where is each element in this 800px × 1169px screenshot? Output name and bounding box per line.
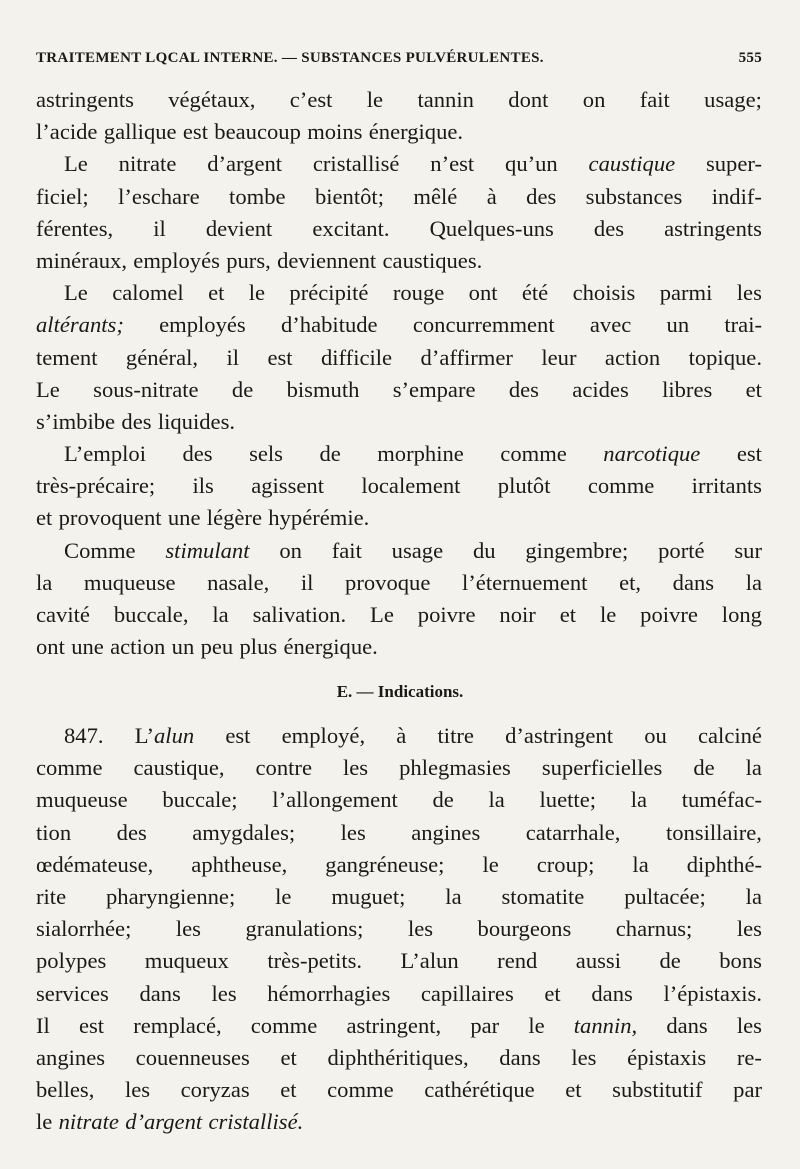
word: à bbox=[486, 183, 497, 209]
word: dans bbox=[499, 1044, 541, 1070]
word: par bbox=[733, 1077, 762, 1103]
word: astringents bbox=[36, 87, 134, 112]
word: rend bbox=[497, 948, 538, 974]
word: la bbox=[630, 787, 648, 813]
word: les bbox=[124, 1077, 151, 1103]
word: l’eschare bbox=[118, 183, 200, 209]
text-line bbox=[36, 913, 762, 945]
word: provoque bbox=[345, 569, 431, 595]
word: férentes, bbox=[36, 215, 114, 241]
word: gangréneuse; bbox=[325, 851, 445, 877]
word: topique. bbox=[688, 344, 762, 370]
word: narcotique bbox=[603, 441, 701, 467]
text-line bbox=[36, 1074, 762, 1106]
word: tannin bbox=[417, 87, 474, 112]
word: comme bbox=[587, 473, 655, 499]
word: beaucoup bbox=[214, 119, 301, 145]
word: cavité bbox=[36, 602, 90, 627]
text-line bbox=[36, 245, 762, 277]
word: localement bbox=[361, 473, 461, 499]
text-line bbox=[36, 631, 762, 663]
text-line bbox=[36, 438, 762, 470]
word: végétaux, bbox=[168, 87, 256, 112]
word: comme bbox=[500, 441, 567, 467]
word: nasale, bbox=[207, 569, 270, 595]
text-line bbox=[36, 849, 762, 881]
word: le bbox=[275, 883, 292, 909]
word: action bbox=[110, 634, 166, 660]
word: et bbox=[745, 376, 762, 402]
word: caustique bbox=[588, 151, 676, 177]
word: le bbox=[482, 851, 499, 877]
word: granulations; bbox=[245, 916, 364, 942]
word: long bbox=[721, 602, 762, 627]
word: aussi bbox=[575, 948, 621, 974]
word: tannin, bbox=[573, 1012, 638, 1038]
word: est bbox=[267, 344, 293, 370]
word: muqueuse bbox=[83, 569, 176, 595]
word: libres bbox=[662, 376, 713, 402]
word: avec bbox=[589, 312, 632, 338]
word: contre bbox=[255, 755, 312, 781]
word: les bbox=[736, 1012, 762, 1038]
word: c’est bbox=[289, 87, 333, 112]
word: action bbox=[604, 344, 661, 370]
word: bientôt; bbox=[314, 183, 384, 209]
word: Il bbox=[36, 1012, 50, 1038]
word: gallique bbox=[103, 119, 177, 145]
text-line bbox=[36, 720, 762, 752]
word: employés bbox=[159, 312, 246, 338]
text-line bbox=[36, 116, 762, 148]
word: sialorrhée; bbox=[36, 916, 132, 942]
word: très-petits. bbox=[267, 948, 363, 974]
text-line bbox=[36, 1106, 762, 1138]
word: superficielles bbox=[541, 755, 663, 781]
word: la bbox=[745, 755, 762, 781]
word: ils bbox=[192, 473, 214, 499]
word: s’empare bbox=[392, 376, 476, 402]
word: bourgeons bbox=[477, 916, 572, 942]
word: on bbox=[279, 537, 302, 563]
word: d’argent bbox=[207, 151, 283, 177]
word: tement bbox=[36, 344, 98, 370]
word: énergique. bbox=[283, 634, 378, 660]
word: est bbox=[225, 723, 251, 748]
word: les bbox=[343, 755, 369, 781]
word: Comme bbox=[64, 537, 136, 563]
word: des bbox=[182, 441, 213, 467]
word: sous-nitrate bbox=[93, 376, 199, 402]
word: on bbox=[582, 87, 606, 112]
word: une bbox=[167, 505, 201, 531]
word: stimulant bbox=[165, 537, 250, 563]
word: gingembre; bbox=[525, 537, 629, 563]
word: altérants; bbox=[36, 312, 124, 338]
word: de bbox=[659, 948, 681, 974]
word: dont bbox=[508, 87, 549, 112]
word: l’éternuement bbox=[462, 569, 588, 595]
word: luette; bbox=[539, 787, 596, 813]
word: et bbox=[559, 602, 577, 627]
word: muguet; bbox=[331, 883, 406, 909]
word: le bbox=[528, 1012, 545, 1038]
word: il bbox=[226, 344, 240, 370]
word: et bbox=[36, 505, 53, 531]
text-line bbox=[36, 1042, 762, 1074]
word: la bbox=[445, 883, 462, 909]
word: des bbox=[121, 408, 152, 434]
word: re- bbox=[736, 1044, 762, 1070]
word: minéraux, bbox=[36, 247, 127, 273]
word: les bbox=[340, 819, 366, 845]
word: par bbox=[470, 1012, 500, 1038]
word: L’alun bbox=[400, 948, 459, 974]
word: de bbox=[319, 441, 341, 467]
word: la bbox=[745, 569, 762, 595]
word: il bbox=[300, 569, 314, 595]
section-heading: E. — Indications. bbox=[336, 682, 464, 701]
text-line bbox=[36, 784, 762, 816]
text-line bbox=[36, 599, 762, 631]
word: des bbox=[526, 183, 557, 209]
word: calciné bbox=[697, 723, 762, 748]
word: la bbox=[632, 851, 649, 877]
word: trai- bbox=[724, 312, 762, 338]
word: morphine bbox=[377, 441, 464, 467]
word: hémorrhagies bbox=[267, 980, 391, 1006]
word: et bbox=[208, 280, 225, 306]
word: le bbox=[36, 1109, 53, 1135]
word: qu’un bbox=[505, 151, 558, 177]
word: belles, bbox=[36, 1077, 95, 1103]
text-line bbox=[36, 752, 762, 784]
word: super- bbox=[705, 151, 762, 177]
word: tonsillaire, bbox=[665, 819, 762, 845]
word: et bbox=[565, 1077, 582, 1103]
word: des bbox=[593, 215, 625, 241]
text-line bbox=[36, 309, 762, 341]
word: muqueux bbox=[144, 948, 229, 974]
word: poivre bbox=[640, 602, 698, 627]
word: catarrhale, bbox=[525, 819, 621, 845]
word: indif- bbox=[711, 183, 762, 209]
word: tuméfac- bbox=[681, 787, 762, 813]
word: deviennent bbox=[277, 247, 377, 273]
word: est bbox=[182, 119, 208, 145]
word: l’allongement bbox=[272, 787, 398, 813]
word: des bbox=[116, 819, 147, 845]
word: Le bbox=[64, 151, 88, 177]
page-number: 555 bbox=[738, 50, 762, 66]
word: pharyngienne; bbox=[106, 883, 236, 909]
word: ou bbox=[644, 723, 667, 748]
word: devient bbox=[205, 215, 273, 241]
word: acides bbox=[572, 376, 629, 402]
word: de bbox=[231, 376, 254, 402]
text-line bbox=[36, 181, 762, 213]
word: comme bbox=[36, 755, 103, 781]
word: des bbox=[508, 376, 539, 402]
body-text-block-2 bbox=[36, 720, 762, 1138]
word: charnus; bbox=[615, 916, 693, 942]
word: sels bbox=[249, 441, 283, 467]
word: les bbox=[571, 1044, 597, 1070]
word: calomel bbox=[112, 280, 184, 306]
word: noir bbox=[499, 602, 536, 627]
word: un bbox=[666, 312, 690, 338]
word: caustique, bbox=[133, 755, 225, 781]
word: les bbox=[211, 980, 237, 1006]
word: employés bbox=[133, 247, 220, 273]
word: 847. bbox=[64, 723, 104, 748]
word: astringent, bbox=[346, 1012, 442, 1038]
word: usage; bbox=[704, 87, 762, 112]
word: bons bbox=[719, 948, 762, 974]
word: agissent bbox=[251, 473, 324, 499]
word: remplacé, bbox=[133, 1012, 222, 1038]
text-line bbox=[36, 277, 762, 309]
word: dans bbox=[591, 980, 633, 1006]
word: caustiques. bbox=[382, 247, 483, 273]
word: une bbox=[71, 634, 104, 660]
word: tombe bbox=[229, 183, 286, 209]
word: bismuth bbox=[286, 376, 360, 402]
word: de bbox=[693, 755, 715, 781]
word: substitutif bbox=[612, 1077, 703, 1103]
word: irritants bbox=[691, 473, 762, 499]
text-line bbox=[36, 374, 762, 406]
text-line bbox=[36, 84, 762, 116]
word: aphtheuse, bbox=[191, 851, 288, 877]
word: énergique. bbox=[368, 119, 464, 145]
word: salivation. bbox=[252, 602, 347, 627]
word: et bbox=[544, 980, 561, 1006]
word: poivre bbox=[417, 602, 476, 627]
word: dans bbox=[666, 1012, 708, 1038]
word: choisis bbox=[572, 280, 636, 306]
word: d’astringent bbox=[505, 723, 614, 748]
word: liquides. bbox=[157, 408, 236, 434]
word: mêlé bbox=[413, 183, 458, 209]
word: ont bbox=[36, 634, 65, 660]
word: titre bbox=[437, 723, 474, 748]
word: leur bbox=[541, 344, 577, 370]
word: porté bbox=[658, 537, 705, 563]
word: et bbox=[280, 1044, 297, 1070]
word: d’affirmer bbox=[420, 344, 513, 370]
word: été bbox=[521, 280, 549, 306]
word: d’argent bbox=[125, 1109, 203, 1135]
word: angines bbox=[411, 819, 481, 845]
text-line bbox=[36, 148, 762, 180]
word: employé, bbox=[281, 723, 366, 748]
word: dans bbox=[139, 980, 181, 1006]
word: le bbox=[599, 602, 617, 627]
word: stomatite bbox=[501, 883, 585, 909]
word: diphthé- bbox=[686, 851, 762, 877]
word: buccale; bbox=[162, 787, 238, 813]
word: comme bbox=[250, 1012, 318, 1038]
word: capillaires bbox=[420, 980, 514, 1006]
word: tion bbox=[36, 819, 72, 845]
word: plus bbox=[239, 634, 278, 660]
word: amygdales; bbox=[192, 819, 296, 845]
word: muqueuse bbox=[36, 787, 128, 813]
word: d’habitude bbox=[280, 312, 378, 338]
running-header bbox=[36, 50, 762, 76]
word: buccale, bbox=[113, 602, 189, 627]
word: parmi bbox=[659, 280, 713, 306]
text-line bbox=[36, 213, 762, 245]
word: épistaxis bbox=[627, 1044, 707, 1070]
word: rouge bbox=[392, 280, 445, 306]
word: fait bbox=[639, 87, 670, 112]
word: couenneuses bbox=[135, 1044, 250, 1070]
text-line bbox=[36, 881, 762, 913]
word: cristallisé bbox=[312, 151, 400, 177]
word: substances bbox=[585, 183, 683, 209]
word: et bbox=[280, 1077, 297, 1103]
word: Le bbox=[36, 376, 60, 402]
word: services bbox=[36, 980, 109, 1006]
word: les bbox=[736, 916, 762, 942]
word: provoquent bbox=[58, 505, 162, 531]
word: n’est bbox=[430, 151, 475, 177]
text-line bbox=[36, 567, 762, 599]
text-line bbox=[36, 945, 762, 977]
word: un bbox=[171, 634, 195, 660]
word: comme bbox=[327, 1077, 394, 1103]
word: ont bbox=[468, 280, 498, 306]
word: moins bbox=[307, 119, 363, 145]
word: pultacée; bbox=[624, 883, 706, 909]
word: astringents bbox=[664, 215, 762, 241]
word: précipité bbox=[289, 280, 369, 306]
word: ficiel; bbox=[36, 183, 89, 209]
word: plutôt bbox=[497, 473, 551, 499]
word: croup; bbox=[536, 851, 595, 877]
word: Quelques-uns bbox=[429, 215, 554, 241]
word: sur bbox=[734, 537, 762, 563]
word: dans bbox=[672, 569, 715, 595]
word: Le bbox=[370, 602, 394, 627]
word: de bbox=[432, 787, 454, 813]
word: cathérétique bbox=[424, 1077, 535, 1103]
word: les bbox=[736, 280, 762, 306]
word: diphthéritiques, bbox=[327, 1044, 469, 1070]
word: nitrate bbox=[58, 1109, 119, 1135]
running-title: TRAITEMENT LQCAL INTERNE. — SUBSTANCES PULVÉRULENTES. bbox=[36, 50, 544, 66]
word: L’emploi bbox=[64, 441, 147, 467]
word: et, bbox=[619, 569, 642, 595]
word: Le bbox=[64, 280, 88, 306]
word: le bbox=[366, 87, 384, 112]
word: rite bbox=[36, 883, 67, 909]
word: la bbox=[212, 602, 229, 627]
word: purs, bbox=[226, 247, 271, 273]
word: coryzas bbox=[180, 1077, 250, 1103]
text-line bbox=[36, 406, 762, 438]
word: est bbox=[78, 1012, 105, 1038]
word: angines bbox=[36, 1044, 106, 1070]
word: L’alun bbox=[134, 723, 195, 748]
text-line bbox=[36, 470, 762, 502]
word: nitrate bbox=[118, 151, 177, 177]
text-line bbox=[36, 978, 762, 1010]
text-line bbox=[36, 502, 762, 534]
word: phlegmasies bbox=[399, 755, 511, 781]
text-line bbox=[36, 817, 762, 849]
word: légère bbox=[206, 505, 262, 531]
word: usage bbox=[391, 537, 444, 563]
word: fait bbox=[331, 537, 362, 563]
word: la bbox=[745, 883, 762, 909]
word: le bbox=[248, 280, 266, 306]
word: s’imbibe bbox=[36, 408, 116, 434]
word: général, bbox=[125, 344, 199, 370]
word: du bbox=[472, 537, 496, 563]
word: excitant. bbox=[312, 215, 390, 241]
word: hypérémie. bbox=[268, 505, 370, 531]
word: l’épistaxis. bbox=[663, 980, 762, 1006]
word: il bbox=[153, 215, 166, 241]
word: les bbox=[175, 916, 201, 942]
word: cristallisé. bbox=[208, 1109, 304, 1135]
word: difficile bbox=[320, 344, 393, 370]
word: œdémateuse, bbox=[36, 851, 154, 877]
text-line bbox=[36, 535, 762, 567]
text-line bbox=[36, 342, 762, 374]
word: la bbox=[36, 569, 53, 595]
word: très-précaire; bbox=[36, 473, 156, 499]
word: est bbox=[736, 441, 762, 467]
word: concurremment bbox=[412, 312, 555, 338]
body-text-block-1 bbox=[36, 84, 762, 663]
word: la bbox=[488, 787, 505, 813]
word: l’acide bbox=[36, 119, 98, 145]
word: peu bbox=[200, 634, 234, 660]
word: à bbox=[396, 723, 407, 748]
text-line bbox=[36, 1010, 762, 1042]
word: polypes bbox=[36, 948, 107, 974]
word: les bbox=[407, 916, 434, 942]
